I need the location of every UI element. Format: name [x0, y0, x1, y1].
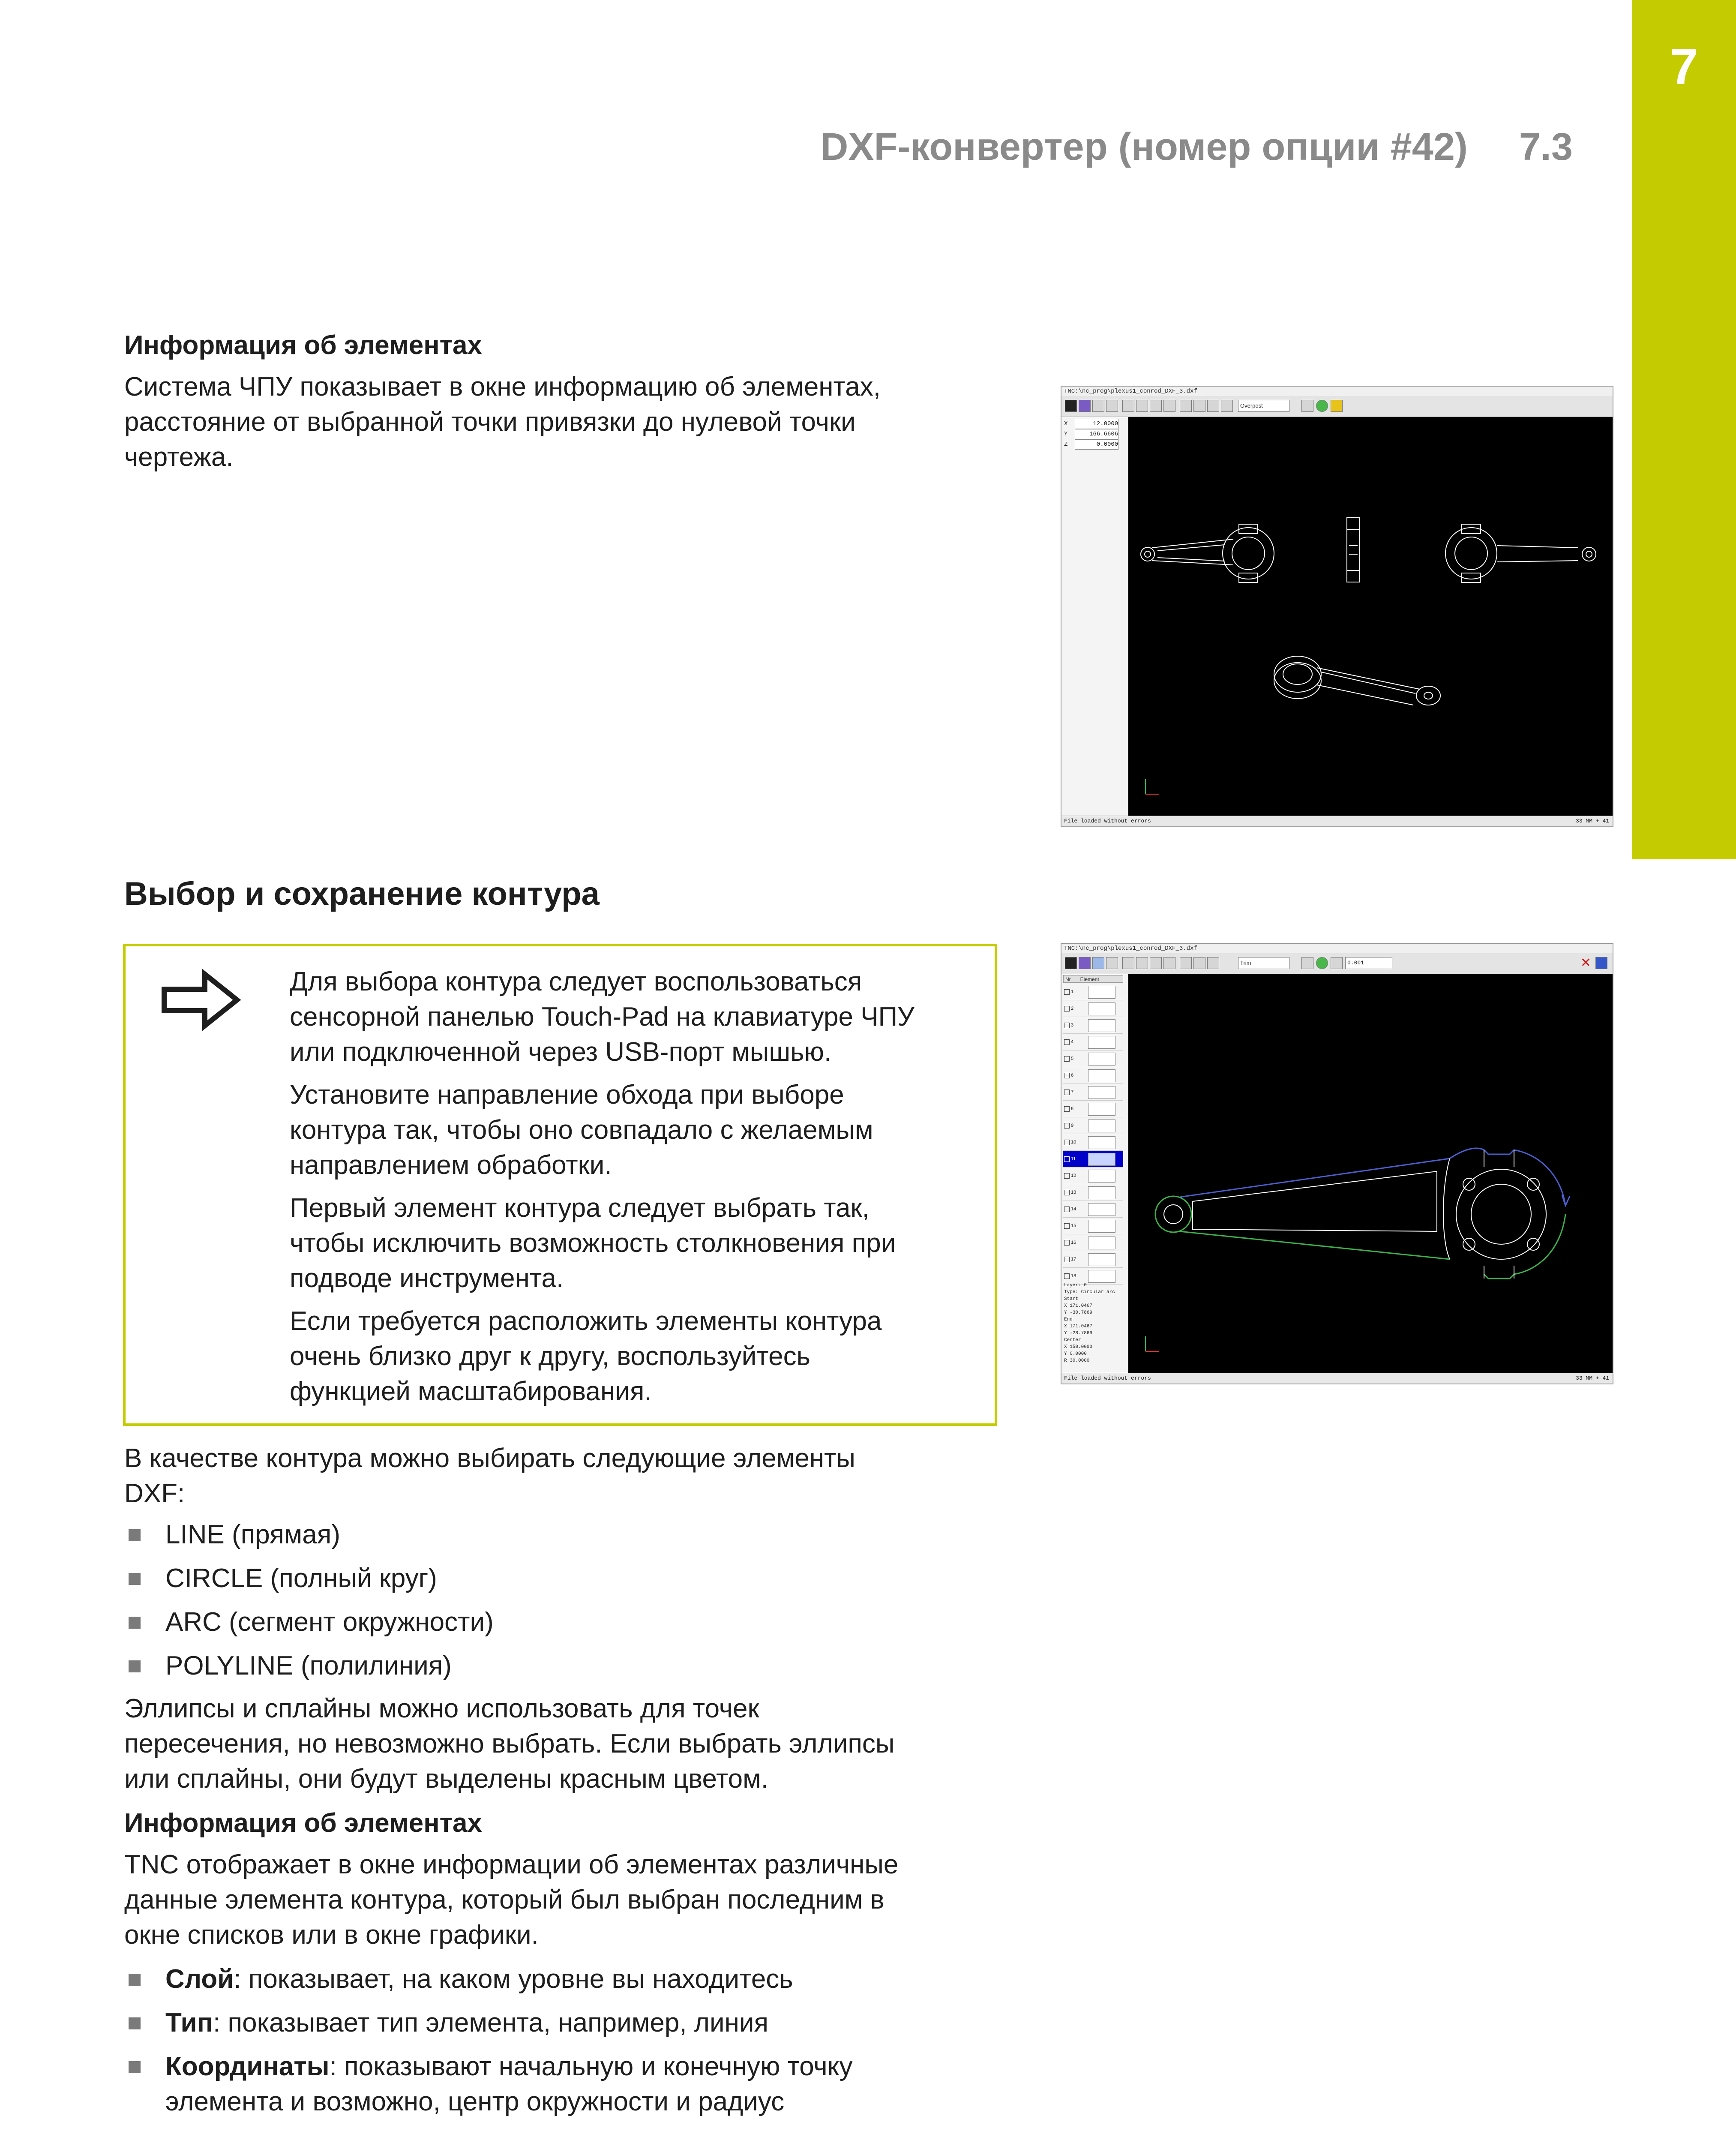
conrod-3d [1274, 656, 1440, 705]
mode-dropdown[interactable]: Overpost [1238, 400, 1289, 412]
row-number: 4 [1071, 1039, 1074, 1044]
element-type-icon [1088, 1002, 1115, 1015]
conrod-contour-drawing [1128, 974, 1613, 1374]
element-list-row[interactable] [1063, 1134, 1123, 1151]
row-number: 7 [1071, 1090, 1074, 1095]
element-type-icon [1088, 1103, 1115, 1116]
list-item: ARC (сегмент окружности) [124, 1605, 1024, 1648]
text-line: расстояние от выбранной точки привязки до нулевой точки [124, 407, 856, 437]
checkbox-icon[interactable] [1064, 1257, 1070, 1262]
list-item: Тип: показывает тип элемента, например, линия [124, 2005, 1067, 2049]
ruler-icon[interactable] [1207, 957, 1219, 969]
zoom-fit-icon[interactable] [1150, 957, 1162, 969]
select-contour-icon[interactable] [1092, 957, 1104, 969]
window-title: TNC:\nc_prog\plexus1_conrod_DXF_3.dxf [1061, 387, 1613, 396]
list-item: CIRCLE (полный круг) [124, 1561, 1024, 1605]
header-title: DXF-конвертер (номер опции #42) [820, 126, 1468, 168]
text-line: Система ЧПУ показывает в окне информацию об элементах, [124, 372, 881, 402]
element-list-row[interactable] [1063, 1234, 1123, 1251]
set-origin-icon[interactable] [1079, 957, 1091, 969]
zoom-fit-icon[interactable] [1150, 400, 1162, 412]
element-type-icon [1088, 1153, 1115, 1166]
select-points-icon[interactable] [1106, 400, 1118, 412]
row-number: 13 [1071, 1190, 1076, 1195]
row-number: 15 [1071, 1223, 1076, 1228]
status-yellow-icon [1331, 400, 1343, 412]
element-type-icon [1088, 1237, 1115, 1249]
section3-subheading: Информация об элементах [124, 1808, 482, 1838]
checkbox-icon[interactable] [1064, 1123, 1070, 1129]
element-list-row[interactable] [1063, 1084, 1123, 1101]
note-paragraph: Для выбора контура следует воспользоваться сенсорной панелью Touch-Pad на клавиатуре ЧПУ или подключенной через USB-порт мышью. [290, 967, 914, 1067]
list-header: Nr Element [1063, 975, 1123, 983]
layer-icon[interactable] [1065, 957, 1077, 969]
status-right: 33 MM + 41 [1575, 1375, 1609, 1381]
section3-paragraph: TNC отображает в окне информации об элементах различные данные элемента контура, который был выбран последним в окне списков или в окне графики. [124, 1850, 899, 1950]
element-type-icon [1088, 1036, 1115, 1049]
note-content [290, 964, 992, 1409]
element-list-row[interactable] [1063, 1151, 1123, 1168]
note-box [123, 944, 997, 1426]
checkbox-icon[interactable] [1064, 1190, 1070, 1195]
element-list-row[interactable] [1063, 1251, 1123, 1268]
bullet-square-icon [129, 2017, 141, 2029]
element-panel [1061, 974, 1128, 1373]
running-header [643, 125, 1573, 169]
chapter-tab [1632, 0, 1736, 859]
element-type-icon [1088, 1069, 1115, 1082]
row-number: 8 [1071, 1106, 1074, 1111]
cancel-icon[interactable]: ✕ [1580, 956, 1591, 970]
arrow-right-icon [160, 968, 246, 1032]
status-bar [1061, 1373, 1613, 1384]
element-list-row[interactable] [1063, 1184, 1123, 1201]
element-type-icon [1088, 1270, 1115, 1283]
note-paragraph: Установите направление обхода при выборе контура так, чтобы оно совпадало с желаемым направлением обработки. [290, 1080, 873, 1180]
element-list-row[interactable] [1063, 1201, 1123, 1218]
axis-indicator [1145, 1336, 1159, 1351]
row-number: 1 [1071, 989, 1074, 994]
checkbox-icon[interactable] [1064, 1006, 1070, 1011]
elements-paragraph: В качестве контура можно выбирать следующие элементы DXF: [124, 1444, 855, 1508]
pan-icon[interactable] [1163, 957, 1175, 969]
selected-contour-blue [1180, 1148, 1570, 1206]
bullet-square-icon [129, 1573, 141, 1585]
measure-icon[interactable] [1193, 957, 1205, 969]
element-list-row[interactable] [1063, 984, 1123, 1000]
undo-icon[interactable] [1301, 957, 1313, 969]
element-list-row[interactable] [1063, 1117, 1123, 1134]
element-info: Layer: 0 Type: Circular arc Start X 171.0467 Y -30.7869 End X 171.0467 Y -28.7869 Center X 150.0000 Y 0.0000 R 30.0000 [1064, 1283, 1115, 1363]
status-text: File loaded without errors [1064, 1375, 1151, 1381]
checkbox-icon[interactable] [1064, 1223, 1070, 1229]
status-text: File loaded without errors [1064, 818, 1151, 824]
row-number: 6 [1071, 1073, 1074, 1078]
element-list-row[interactable] [1063, 1050, 1123, 1067]
coord-x: X 12.0000 [1064, 419, 1118, 429]
checkbox-icon[interactable] [1064, 1106, 1070, 1112]
toolbar [1061, 396, 1613, 417]
checkbox-icon[interactable] [1064, 1240, 1070, 1246]
element-list-row[interactable] [1063, 1168, 1123, 1184]
element-type-icon [1088, 1019, 1115, 1032]
zoom-out-icon[interactable] [1136, 400, 1148, 412]
checkbox-icon[interactable] [1064, 1073, 1070, 1078]
list-item: LINE (прямая) [124, 1517, 1024, 1561]
element-list-row[interactable] [1063, 1017, 1123, 1034]
element-type-icon [1088, 986, 1115, 999]
row-number: 9 [1071, 1123, 1074, 1128]
row-number: 11 [1071, 1156, 1076, 1162]
element-list-row[interactable] [1063, 1000, 1123, 1017]
ruler-icon[interactable] [1207, 400, 1219, 412]
checkbox-icon[interactable] [1064, 1140, 1070, 1145]
row-number: 12 [1071, 1173, 1076, 1178]
conrod-side-view [1347, 518, 1360, 582]
tolerance-input[interactable]: 0.001 [1345, 957, 1392, 969]
checkbox-icon[interactable] [1064, 1207, 1070, 1212]
coord-z: Z 0.0000 [1064, 439, 1118, 450]
undo-icon[interactable] [1301, 400, 1313, 412]
coordinate-panel [1061, 417, 1128, 816]
chapter-number: 7 [1670, 39, 1698, 95]
row-number: 14 [1071, 1207, 1076, 1212]
drawing-canvas[interactable] [1128, 417, 1613, 816]
element-type-icon [1088, 1170, 1115, 1183]
row-number: 10 [1071, 1140, 1076, 1145]
status-right: 33 MM + 41 [1575, 818, 1609, 824]
set-origin-icon[interactable] [1079, 400, 1091, 412]
text-line: чертежа. [124, 442, 234, 472]
pan-icon[interactable] [1163, 400, 1175, 412]
window-title: TNC:\nc_prog\plexus1_conrod_DXF_3.dxf [1061, 944, 1613, 954]
zoom-in-icon[interactable] [1122, 400, 1134, 412]
note-paragraph: Если требуется расположить элементы контура очень близко друг к другу, воспользуйтесь функцией масштабирования. [290, 1306, 882, 1406]
save-icon[interactable] [1595, 957, 1607, 969]
list-item: Слой: показывает, на каком уровне вы находитесь [124, 1962, 1067, 2005]
section2-heading: Выбор и сохранение контура [124, 876, 600, 912]
checkbox-icon[interactable] [1064, 1156, 1070, 1162]
zoom-out-icon[interactable] [1136, 957, 1148, 969]
dxf-screenshot-overview [1061, 386, 1613, 827]
note-paragraph: Первый элемент контура следует выбрать так, чтобы исключить возможность столкновения при подводе инструмента. [290, 1193, 896, 1293]
checkbox-icon[interactable] [1064, 1090, 1070, 1095]
checkbox-icon[interactable] [1064, 1039, 1070, 1045]
conrod-right [1445, 524, 1596, 582]
layer-icon[interactable] [1065, 400, 1077, 412]
dxf-element-list [124, 1517, 1024, 1692]
section1-subheading: Информация об элементах [124, 330, 482, 360]
element-type-icon [1088, 1086, 1115, 1099]
toolbar [1061, 953, 1613, 974]
row-number: 16 [1071, 1240, 1076, 1245]
contour-white [1164, 1150, 1546, 1279]
element-type-icon [1088, 1053, 1115, 1065]
list-item: Координаты: показывают начальную и конечную точку элемента и возможно, центр окружности и радиус [124, 2049, 1067, 2119]
grid-icon[interactable] [1180, 957, 1192, 969]
bullet-square-icon [129, 2061, 141, 2073]
coord-y: Y 166.6606 [1064, 429, 1118, 439]
dxf-screenshot-contour [1061, 943, 1613, 1384]
element-list-row[interactable] [1063, 1218, 1123, 1234]
tolerance-icon[interactable] [1331, 957, 1343, 969]
row-number: 3 [1071, 1023, 1074, 1028]
element-list-row[interactable] [1063, 1067, 1123, 1084]
ellipse-paragraph: Эллипсы и сплайны можно использовать для точек пересечения, но невозможно выбрать. Если выбрать эллипсы или сплайны, они будут выделены красным цветом. [124, 1694, 895, 1794]
element-type-icon [1088, 1120, 1115, 1132]
checkbox-icon[interactable] [1064, 1056, 1070, 1062]
status-bar [1061, 816, 1613, 826]
coordinate-list [1064, 419, 1118, 450]
contour-green [1155, 1196, 1565, 1279]
element-list-row[interactable] [1063, 1034, 1123, 1050]
info-items-list [124, 1962, 1067, 2119]
element-type-icon [1088, 1186, 1115, 1199]
element-type-icon [1088, 1136, 1115, 1149]
zoom-in-icon[interactable] [1122, 957, 1134, 969]
status-green-icon [1316, 957, 1328, 969]
row-number: 17 [1071, 1257, 1076, 1262]
element-list[interactable] [1063, 984, 1123, 1285]
conrod-drawing [1128, 417, 1613, 817]
grid-icon[interactable] [1180, 400, 1192, 412]
checkbox-icon[interactable] [1064, 989, 1070, 995]
drawing-canvas[interactable] [1128, 974, 1613, 1373]
checkbox-icon[interactable] [1064, 1023, 1070, 1028]
element-type-icon [1088, 1220, 1115, 1233]
mode-dropdown[interactable]: Trim [1238, 957, 1289, 969]
measure-icon[interactable] [1193, 400, 1205, 412]
list-item: POLYLINE (полилиния) [124, 1648, 1024, 1692]
bullet-square-icon [129, 1529, 141, 1541]
checkbox-icon[interactable] [1064, 1173, 1070, 1179]
settings-icon[interactable] [1221, 400, 1233, 412]
status-green-icon [1316, 400, 1328, 412]
bullet-square-icon [129, 1660, 141, 1672]
bullet-square-icon [129, 1974, 141, 1986]
section1-paragraph [124, 369, 881, 475]
axis-indicator [1145, 779, 1159, 794]
conrod-left [1141, 524, 1274, 582]
row-number: 5 [1071, 1056, 1074, 1061]
select-points-icon[interactable] [1106, 957, 1118, 969]
element-list-row[interactable] [1063, 1101, 1123, 1117]
row-number: 18 [1071, 1273, 1076, 1279]
bullet-square-icon [129, 1617, 141, 1629]
select-contour-icon[interactable] [1092, 400, 1104, 412]
element-type-icon [1088, 1203, 1115, 1216]
element-type-icon [1088, 1253, 1115, 1266]
header-section: 7.3 [1519, 126, 1573, 168]
checkbox-icon[interactable] [1064, 1273, 1070, 1279]
row-number: 2 [1071, 1006, 1074, 1011]
